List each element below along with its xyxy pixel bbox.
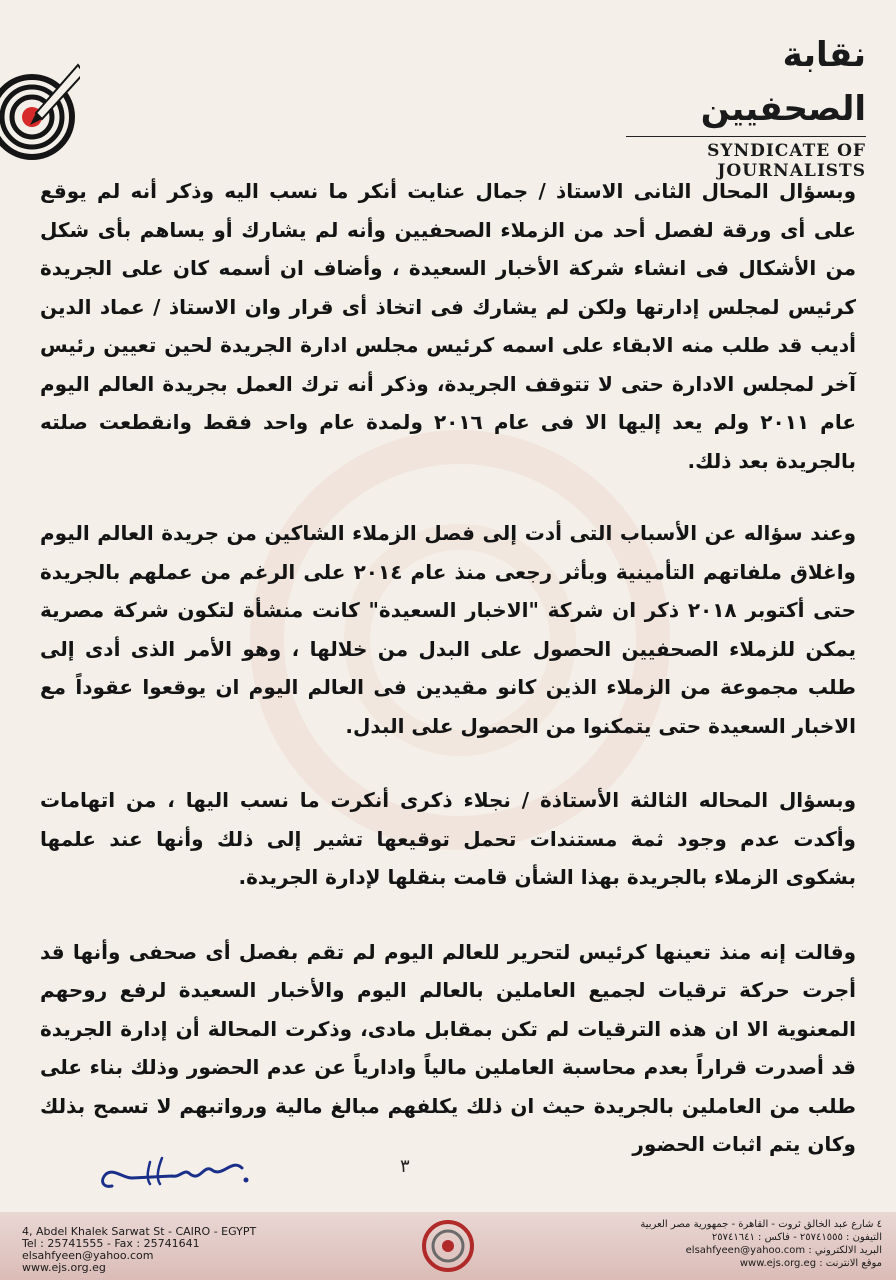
text-line: وعند سؤاله عن الأسباب التى أدت إلى فصل الزملاء الشاكين من جريدة العالم اليوم واغلاق xyxy=(40,521,856,584)
text-line: ورقة لفصل أحد من الزملاء الصحفيين وأنه لم يشارك أو يساهم بأى شكل من الأشكال فى xyxy=(40,217,856,280)
footer-website-ar: موقع الانترنت : www.ejs.org.eg xyxy=(739,1258,882,1269)
letter-body xyxy=(40,172,856,1164)
text-line: عدم وجود ثمة مستندات تحمل توقيعها تشير إلى ذلك وأنها عند علمها بشكوى الزملاء xyxy=(40,826,856,889)
footer-phone-ar: التيفون : ٢٥٧٤١٥٥٥ - فاكس : ٢٥٧٤١٦٤١ xyxy=(711,1232,882,1243)
text-line: ٢٠١٨ ذكر ان شركة "الاخبار السعيدة" كانت منشأة لتكون شركة مصرية يمكن للزملاء xyxy=(40,598,857,661)
masthead-arabic: نقابة الصحفيين xyxy=(700,35,866,129)
text-line: الصحفيين الحصول على البدل من خلالها ، وهو الأمر الذى أدى إلى طلب مجموعة من xyxy=(40,636,856,699)
text-line: الزملاء الذين كانو مقيدين فى العالم اليوم ان يوقعوا عقوداً مع الاخبار السعيدة حتى xyxy=(40,675,856,738)
footer-address: 4, Abdel Khalek Sarwat St - CAIRO - EGYPT xyxy=(22,1225,257,1238)
paragraph-4 xyxy=(40,933,856,1164)
footer-contact-arabic xyxy=(622,1218,882,1270)
target-pen-logo-icon xyxy=(0,55,80,165)
text-line: وبسؤال المحال الثانى الاستاذ / جمال عنايت أنكر ما نسب اليه وذكر أنه لم يوقع على أى xyxy=(40,179,856,242)
paragraph-2 xyxy=(40,514,856,745)
masthead xyxy=(626,28,866,181)
text-line: ولكن لم يشارك فى اتخاذ أى قرار وان الاستاذ / عماد الدين أديب قد طلب منه الابقاء xyxy=(40,294,856,357)
text-line: يتمكنوا من الحصول على البدل. xyxy=(345,713,652,738)
paragraph-3 xyxy=(40,781,856,897)
footer-contact-english xyxy=(22,1226,282,1274)
text-line: عام ٢٠١٦ ولمدة عام واحد فقط وانقطعت صلته بالجريدة بعد ذلك. xyxy=(40,410,856,473)
text-line: وقالت إنه منذ تعينها كرئيس لتحرير للعالم اليوم لم تقم بفصل أى صحفى وأنها قد أجرت xyxy=(40,939,856,1002)
text-line: بالجريدة حيث ان ذلك يكلفهم مبالغ مالية ورواتبهم لا تسمح بذلك وكان يتم اثبات الحضور xyxy=(40,1093,856,1156)
footer-address-ar: ٤ شارع عبد الخالق ثروت - القاهرة - جمهورية مصر العربية xyxy=(640,1219,882,1230)
text-line: حركة ترقيات لجميع العاملين بالعالم اليوم والأخبار السعيدة لرفع روحهم المعنوية الا ان xyxy=(40,978,856,1041)
text-line: بالجريدة بهذا الشأن قامت بنقلها لإدارة الجريدة. xyxy=(238,865,708,889)
text-line: هذه الترقيات لم تكن بمقابل مادى، وذكرت المحالة أن إدارة الجريدة قد أصدرت قراراً xyxy=(40,1016,856,1079)
text-line: لا تتوقف الجريدة، وذكر أنه ترك العمل بجريدة العالم اليوم عام ٢٠١١ ولم يعد إليها الا فى xyxy=(40,371,856,434)
text-line: بعدم محاسبة العاملين مالياً وادارياً عن عدم الحضور وذلك بناء على طلب من العاملين xyxy=(40,1055,856,1118)
letterhead-footer xyxy=(0,1212,896,1280)
footer-phone: Tel : 25741555 - Fax : 25741641 xyxy=(22,1237,200,1250)
paragraph-1 xyxy=(40,172,856,480)
masthead-english: SYNDICATE OF JOURNALISTS xyxy=(626,136,866,181)
handwritten-signature xyxy=(92,1148,252,1196)
text-line: ملفاتهم التأمينية وبأثر رجعى منذ عام ٢٠١٤ على الرغم من عملهم بالجريدة حتى أكتوبر xyxy=(40,559,856,622)
page-number: ٣ xyxy=(400,1156,410,1177)
text-line: على اسمه كرئيس مجلس ادارة الجريدة لحين تعيين رئيس آخر لمجلس الادارة حتى xyxy=(40,333,856,396)
syndicate-emblem-icon xyxy=(420,1218,476,1274)
footer-website: www.ejs.org.eg xyxy=(22,1261,106,1274)
footer-email-ar: البريد الالكتروني : elsahfyeen@yahoo.com xyxy=(685,1245,882,1256)
text-line: انشاء شركة الأخبار السعيدة ، وأضاف ان أسمه كان على الجريدة كرئيس لمجلس إدارتها xyxy=(40,256,856,319)
text-line: وبسؤال المحاله الثالثة الأستاذة / نجلاء ذكرى أنكرت ما نسب اليها ، من اتهامات وأكدت xyxy=(40,788,856,851)
footer-email: elsahfyeen@yahoo.com xyxy=(22,1249,154,1262)
